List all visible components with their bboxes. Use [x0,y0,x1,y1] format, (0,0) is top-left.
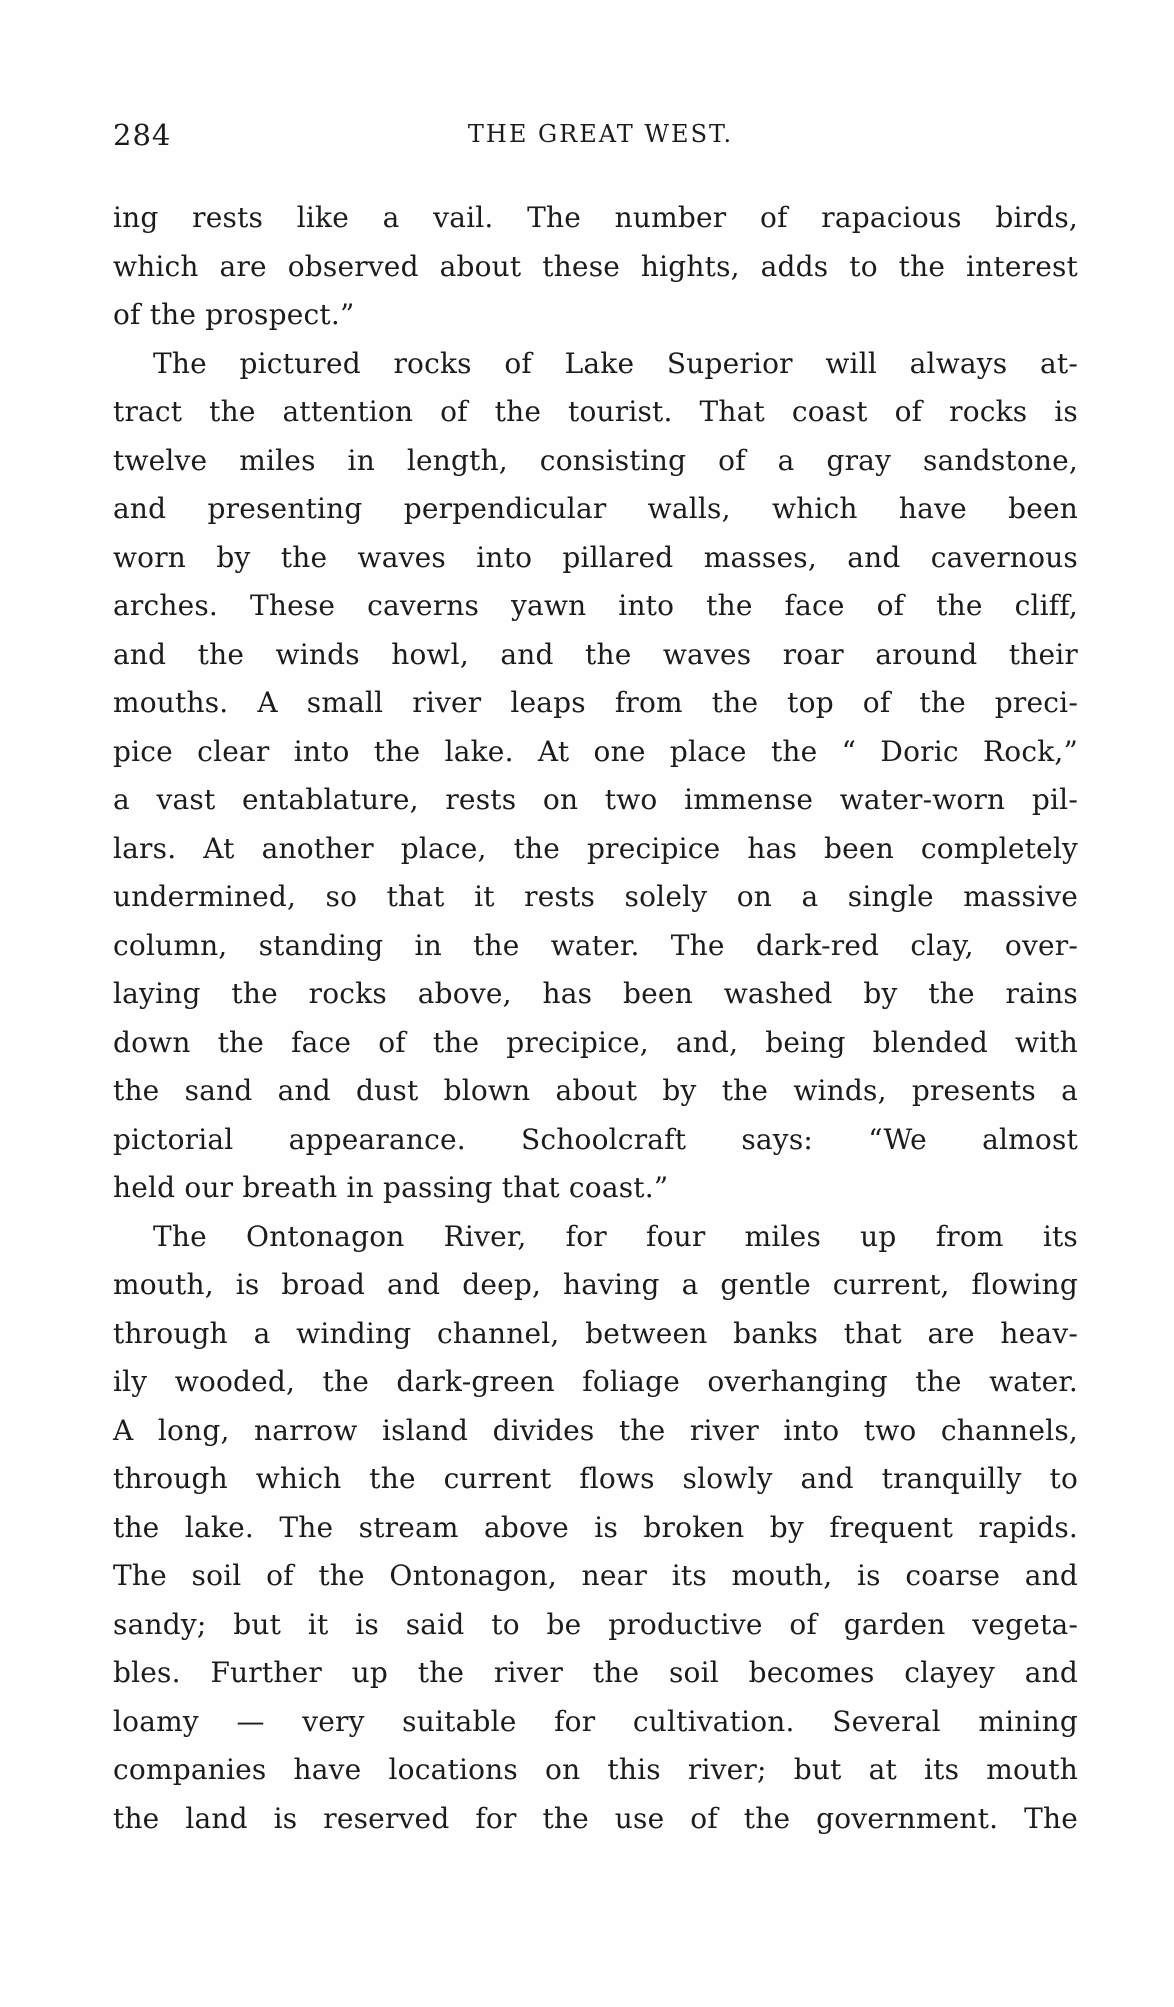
text-line: and presenting perpendicular walls, which have been [113,492,1078,525]
text-line: mouths. A small river leaps from the top of the preci- [113,686,1078,719]
text-line: loamy — very suitable for cultivation. Several mining [113,1704,1078,1738]
text-line: which are observed about these hights, adds to the interest [113,249,1078,283]
text-line: a vast entablature, rests on two immense water-worn pil- [113,783,1078,816]
text-line: The soil of the Ontonagon, near its mouth, is coarse and [113,1559,1078,1592]
text-line: sandy; but it is said to be productive of garden vegeta- [113,1607,1078,1641]
text-line: worn by the waves into pillared masses, and cavernous [113,540,1078,574]
text-line: The Ontonagon River, for four miles up from its [153,1219,1078,1253]
text-line: and the winds howl, and the waves roar around their [113,637,1078,671]
text-line: arches. These caverns yawn into the face of the cliff, [113,589,1078,622]
text-line: column, standing in the water. The dark-red clay, over- [113,928,1078,962]
text-line: The pictured rocks of Lake Superior will always at- [153,346,1078,380]
text-line: of the prospect.” [113,298,355,331]
text-line: the lake. The stream above is broken by frequent rapids. [113,1510,1078,1544]
text-line: lars. At another place, the precipice has been completely [113,831,1078,865]
text-line: through which the current flows slowly and tranquilly to [113,1462,1078,1495]
running-head [113,118,1078,158]
text-line: twelve miles in length, consisting of a gray sandstone, [113,443,1078,477]
text-line: pice clear into the lake. At one place the “ Doric Rock,” [113,734,1078,768]
text-line: pictorial appearance. Schoolcraft says: “We almost [113,1122,1078,1156]
text-line: the sand and dust blown about by the winds, presents a [113,1074,1078,1107]
text-line: down the face of the precipice, and, being blended with [113,1025,1078,1059]
text-line: A long, narrow island divides the river into two channels, [113,1413,1078,1447]
text-line: ily wooded, the dark-green foliage overhanging the water. [113,1365,1078,1398]
text-line: ing rests like a vail. The number of rapacious birds, [113,201,1078,234]
text-line: the land is reserved for the use of the government. The [113,1801,1078,1835]
page-number: 284 [113,118,172,152]
body-text [113,194,1078,1843]
text-line: held our breath in passing that coast.” [113,1171,669,1204]
running-title: THE GREAT WEST. [467,120,734,148]
text-line: laying the rocks above, has been washed by the rains [113,977,1078,1010]
text-line: through a winding channel, between banks that are heav- [113,1316,1078,1350]
text-line: undermined, so that it rests solely on a single massive [113,880,1078,913]
text-line: mouth, is broad and deep, having a gentle current, flowing [113,1268,1078,1301]
text-line: bles. Further up the river the soil becomes clayey and [113,1656,1078,1689]
text-line: tract the attention of the tourist. That coast of rocks is [113,395,1078,428]
text-line: companies have locations on this river; but at its mouth [113,1753,1078,1786]
